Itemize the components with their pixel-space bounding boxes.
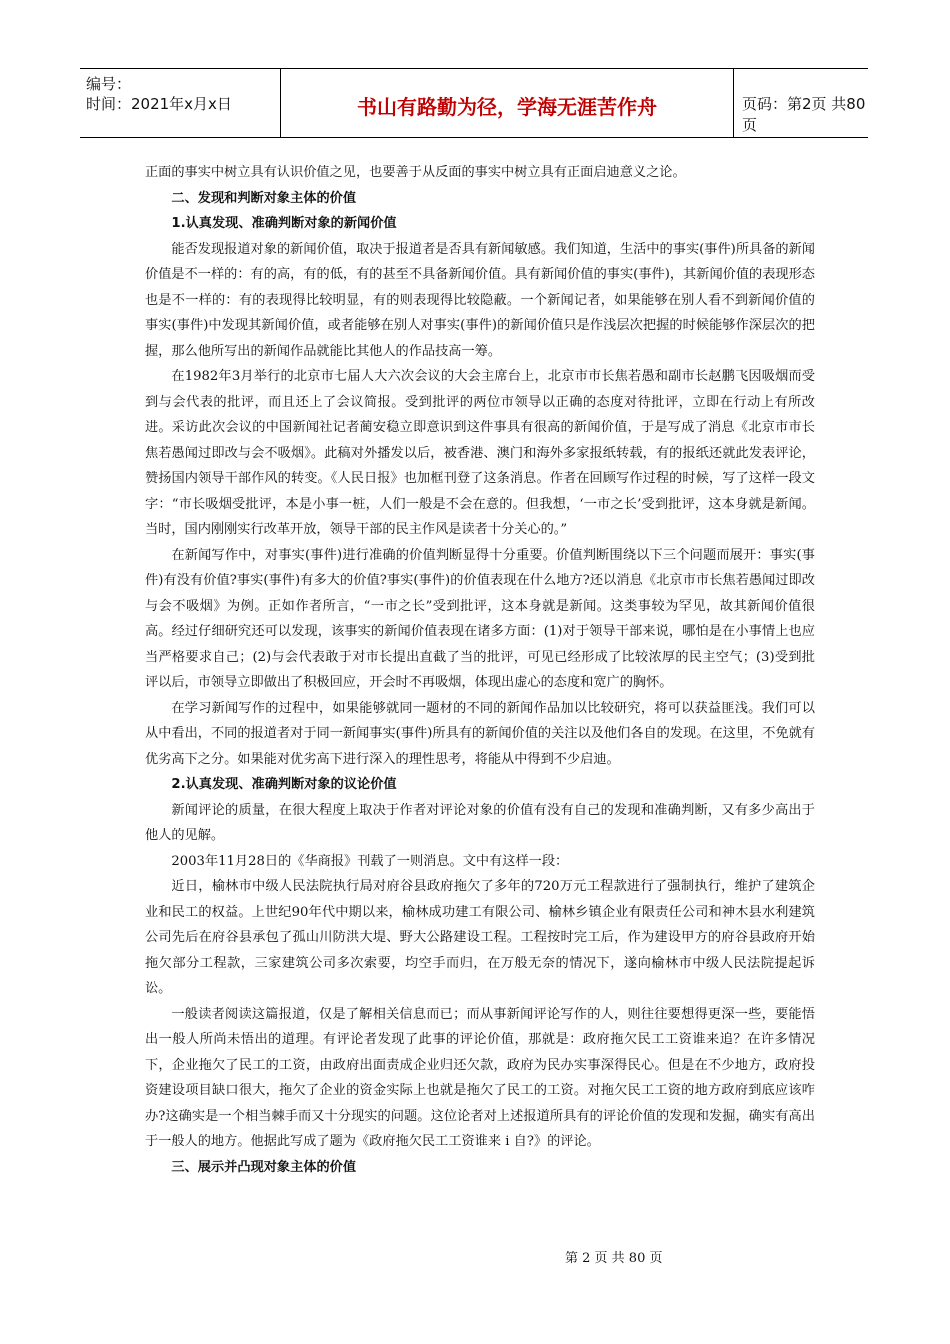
- paragraph: 新闻评论的质量，在很大程度上取决于作者对评论对象的价值有没有自己的发现和准确判断，又有多少高出于他人的见解。: [145, 802, 815, 843]
- document-time-label: 时间：2021年x月x日: [86, 95, 232, 113]
- paragraph: 一般读者阅读这篇报道，仅是了解相关信息而已；而从事新闻评论写作的人，则往往要想得更深一些，要能悟出一般人所尚未悟出的道理。有评论者发现了此事的评论价值，那就是：政府拖欠民工工资谁来追？在许多情况下，企业拖欠了民工的工资，由政府出面责成企业归还欠款，政府为民办实事深得民心。但是在不少地方，政府投资建设项目缺口很大，拖欠了企业的资金实际上也就是拖欠了民工的工资。对拖欠民工工资的地方政府到底应该咋办?这确实是一个相当棘手而又十分现实的问题。这位论者对上述报道所具有的评论价值的发现和发掘，确实有高出于一般人的地方。他据此写成了题为《政府拖欠民工工资谁来 i 自?》的评论。: [145, 1006, 815, 1149]
- section-heading: 三、展示并凸现对象主体的价值: [171, 1159, 357, 1175]
- paragraph: 在1982年3月举行的北京市七届人大六次会议的大会主席台上，北京市市长焦若愚和副市长赵鹏飞因吸烟而受到与会代表的批评，而且还上了会议简报。受到批评的两位市领导以正确的态度对待批评，立即在行动上有所改进。采访此次会议的中国新闻社记者蔺安稳立即意识到这件事具有很高的新闻价值，于是写成了消息《北京市市长焦若愚闻过即改与会不吸烟》。此稿对外播发以后，被香港、澳门和海外多家报纸转载，有的报纸还就此发表评论，赞扬国内领导干部作风的转变。《人民日报》也加框刊登了这条消息。作者在回顾写作过程的时候，写了这样一段文字：“市长吸烟受批评，本是小事一桩，人们一般是不会在意的。但我想，‘一市之长’受到批评，这本身就是新闻。当时，国内刚刚实行改革开放，领导干部的民主作风是读者十分关心的。”: [145, 369, 815, 537]
- document-number-label: 编号：: [86, 75, 132, 93]
- page-footer: 第 2 页 共 80 页: [565, 1251, 663, 1266]
- paragraph: 正面的事实中树立具有认识价值之见，也要善于从反面的事实中树立具有正面启迪意义之论。: [145, 165, 686, 180]
- header-left-cell: [80, 69, 280, 137]
- header-slogan: 书山有路勤为径，学海无涯苦作舟: [357, 95, 657, 119]
- document-body: [145, 160, 815, 1180]
- subsection-heading: 1.认真发现、准确判断对象的新闻价值: [171, 216, 397, 231]
- paragraph: 在学习新闻写作的过程中，如果能够就同一题材的不同的新闻作品加以比较研究，将可以获益匪浅。我们可以从中看出，不同的报道者对于同一新闻事实(事件)所具有的新闻价值的关注以及他们各自的发现。在这里，不免就有优劣高下之分。如果能对优劣高下进行深入的理性思考，将能从中得到不少启迪。: [145, 700, 815, 767]
- quoted-news-paragraph: 近日，榆林市中级人民法院执行局对府谷县政府拖欠了多年的720万元工程款进行了强制执行，维护了建筑企业和民工的权益。上世纪90年代中期以来，榆林成功建工有限公司、榆林乡镇企业有限责任公司和神木县水利建筑公司先后在府谷县承包了孤山川防洪大堤、野大公路建设工程。工程按时完工后，作为建设甲方的府谷县政府开始拖欠部分工程款，三家建筑公司多次索要，均空手而归，在万般无奈的情况下，遂向榆林市中级人民法院提起诉讼。: [145, 879, 815, 996]
- header-slogan-cell: [280, 69, 734, 137]
- paragraph: 能否发现报道对象的新闻价值，取决于报道者是否具有新闻敏感。我们知道，生活中的事实(事件)所具备的新闻价值是不一样的：有的高，有的低，有的甚至不具备新闻价值。具有新闻价值的事实(事件)，其新闻价值的表现形态也是不一样的：有的表现得比较明显，有的则表现得比较隐蔽。一个新闻记者，如果能够在别人看不到新闻价值的事实(事件)中发现其新闻价值，或者能够在别人对事实(事件)的新闻价值只是作浅层次把握的时候能够作深层次的把握，那么他所写出的新闻作品就能比其他人的作品技高一筹。: [145, 241, 815, 359]
- paragraph: 2003年11月28日的《华商报》刊载了一则消息。文中有这样一段：: [171, 853, 569, 869]
- header-right-cell: [732, 69, 868, 137]
- header-page-number: 页码：第2页 共80页: [742, 95, 866, 134]
- page-header: [80, 68, 868, 138]
- subsection-heading: 2.认真发现、准确判断对象的议论价值: [171, 777, 397, 792]
- paragraph: 在新闻写作中，对事实(事件)进行准确的价值判断显得十分重要。价值判断围绕以下三个问题而展开：事实(事件)有没有价值?事实(事件)有多大的价值?事实(事件)的价值表现在什么地方?还以消息《北京市市长焦若愚闻过即改与会不吸烟》为例。正如作者所言，“一市之长”受到批评，这本身就是新闻。这类事较为罕见，故其新闻价值很高。经过仔细研究还可以发现，该事实的新闻价值表现在诸多方面：(1)对于领导干部来说，哪怕是在小事情上也应当严格要求自己；(2)与会代表敢于对市长提出直截了当的批评，可见已经形成了比较浓厚的民主空气；(3)受到批评以后，市领导立即做出了积极回应，开会时不再吸烟，体现出虚心的态度和宽广的胸怀。: [145, 547, 815, 690]
- section-heading: 二、发现和判断对象主体的价值: [171, 190, 357, 206]
